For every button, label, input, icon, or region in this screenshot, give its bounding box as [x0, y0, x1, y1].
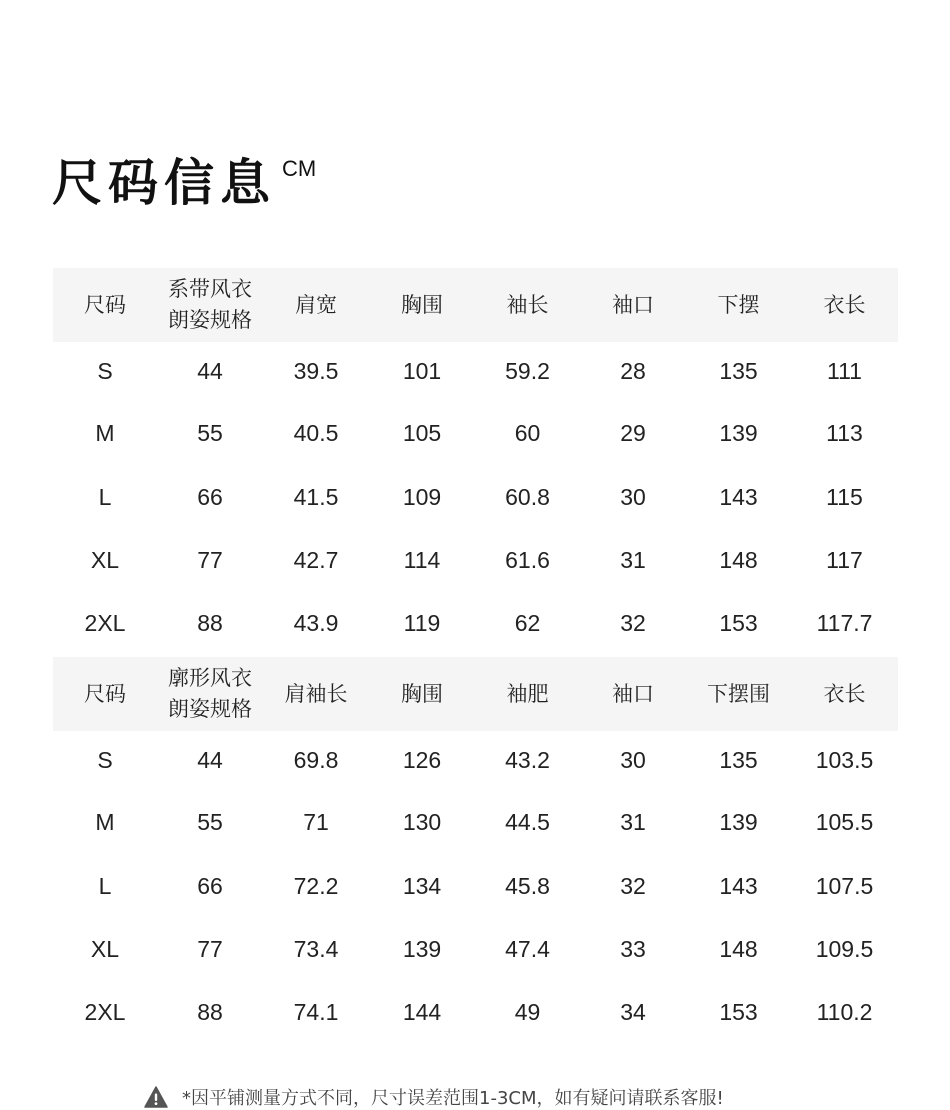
- table-cell: 44.5: [505, 808, 550, 835]
- table-cell: 135: [719, 357, 758, 384]
- table-cell: 43.9: [293, 609, 339, 636]
- table-cell: 115: [826, 483, 863, 510]
- table-cell: 143: [719, 872, 758, 899]
- table-cell: 105: [402, 419, 442, 446]
- table-cell: 32: [620, 872, 646, 899]
- table-cell: XL: [90, 546, 120, 573]
- table-cell: XL: [90, 935, 120, 962]
- table-row: [53, 789, 898, 855]
- table-cell: 69.8: [293, 746, 339, 773]
- table-header-row: [53, 268, 898, 342]
- table-cell: 74.1: [293, 998, 339, 1025]
- table-cell: 32: [620, 609, 646, 636]
- table-cell: 55: [197, 419, 223, 446]
- column-header: 袖口: [580, 657, 686, 731]
- column-header: 袖肥: [475, 657, 580, 731]
- table-cell: 66: [197, 872, 223, 899]
- column-header: 胸围: [369, 657, 475, 731]
- table-cell: 34: [620, 998, 646, 1025]
- table-cell: M: [95, 808, 115, 835]
- table-cell: 43.2: [505, 746, 550, 773]
- table-cell: 71: [303, 808, 329, 835]
- table-cell: M: [95, 419, 115, 446]
- size-table-belted-trench: [53, 268, 898, 654]
- table-cell: 88: [197, 998, 223, 1025]
- table-cell: S: [97, 357, 113, 384]
- table-cell: 101: [402, 357, 442, 384]
- table-cell: 103.5: [815, 746, 874, 773]
- table-cell: 144: [402, 998, 442, 1025]
- table-cell: 33: [620, 935, 646, 962]
- table-cell: 42.7: [293, 546, 339, 573]
- table-cell: 148: [719, 546, 758, 573]
- table-cell: 110.2: [816, 998, 873, 1025]
- table-cell: 72.2: [293, 872, 339, 899]
- table-row: [53, 917, 898, 981]
- table-cell: 2XL: [84, 998, 126, 1025]
- table-cell: 60: [514, 419, 541, 446]
- table-cell: 109: [402, 483, 442, 510]
- table-cell: 31: [620, 546, 646, 573]
- column-header: 胸围: [369, 268, 475, 342]
- table-cell: 119: [403, 609, 441, 636]
- header-line: 系带风衣朗姿规格: [168, 277, 252, 332]
- table-cell: 117.7: [816, 609, 873, 636]
- table-cell: 39.5: [293, 357, 339, 384]
- table-cell: 30: [620, 483, 646, 510]
- table-cell: 40.5: [293, 419, 339, 446]
- table-cell: 114: [403, 546, 441, 573]
- table-cell: 66: [197, 483, 223, 510]
- table-cell: 73.4: [293, 935, 339, 962]
- table-cell: 139: [719, 419, 758, 446]
- table-cell: 47.4: [505, 935, 550, 962]
- table-row: [53, 466, 898, 528]
- table-cell: 135: [719, 746, 758, 773]
- table-cell: 59.2: [505, 357, 550, 384]
- table-cell: 130: [402, 808, 442, 835]
- table-cell: 107.5: [815, 872, 874, 899]
- table-cell: 62: [514, 609, 541, 636]
- table-row: [53, 528, 898, 592]
- table-cell: 28: [620, 357, 646, 384]
- page-header: [52, 150, 316, 216]
- table-cell: 2XL: [84, 609, 126, 636]
- column-header: [157, 268, 263, 342]
- column-header: 衣长: [791, 268, 898, 342]
- column-header: [157, 657, 263, 731]
- table-cell: 45.8: [505, 872, 550, 899]
- column-header: 尺码: [53, 268, 157, 342]
- measurement-note: [144, 1084, 724, 1110]
- table-row: [53, 731, 898, 789]
- table-cell: 111: [827, 357, 862, 384]
- column-header: 衣长: [791, 657, 898, 731]
- table-cell: 29: [620, 419, 646, 446]
- size-table-oversized-trench: [53, 657, 898, 1043]
- column-header: 肩宽: [263, 268, 369, 342]
- table-row: [53, 342, 898, 400]
- table-cell: 60.8: [505, 483, 550, 510]
- table-cell: 30: [620, 746, 646, 773]
- table-cell: L: [98, 483, 112, 510]
- table-cell: 44: [197, 746, 223, 773]
- header-line: 廓形风衣朗姿规格: [168, 666, 252, 721]
- table-row: [53, 592, 898, 654]
- table-cell: 139: [719, 808, 758, 835]
- table-cell: 77: [197, 935, 223, 962]
- table-cell: 77: [197, 546, 223, 573]
- column-header: 袖长: [475, 268, 580, 342]
- table-cell: 153: [719, 609, 758, 636]
- table-cell: 31: [620, 808, 646, 835]
- table-cell: 44: [197, 357, 223, 384]
- table-cell: 41.5: [293, 483, 339, 510]
- page-title: 尺码信息: [52, 154, 276, 212]
- table-cell: 109.5: [815, 935, 874, 962]
- column-header: 袖口: [580, 268, 686, 342]
- table-row: [53, 981, 898, 1043]
- table-cell: 88: [197, 609, 223, 636]
- table-row: [53, 400, 898, 466]
- column-header: 肩袖长: [263, 657, 369, 731]
- warning-icon: [144, 1086, 168, 1108]
- unit-label: CM: [282, 156, 317, 181]
- table-header-row: [53, 657, 898, 731]
- column-header: 下摆: [686, 268, 791, 342]
- table-cell: 153: [719, 998, 758, 1025]
- table-cell: 55: [197, 808, 223, 835]
- table-cell: 61.6: [505, 546, 550, 573]
- table-cell: 148: [719, 935, 758, 962]
- table-cell: 105.5: [815, 808, 874, 835]
- table-cell: 117: [826, 546, 863, 573]
- table-cell: 49: [514, 998, 541, 1025]
- table-cell: S: [97, 746, 113, 773]
- table-row: [53, 855, 898, 917]
- table-cell: 143: [719, 483, 758, 510]
- table-cell: 113: [826, 419, 863, 446]
- column-header: 下摆围: [686, 657, 791, 731]
- note-text: *因平铺测量方式不同，尺寸误差范围1-3CM，如有疑问请联系客服!: [182, 1088, 724, 1109]
- table-cell: L: [98, 872, 112, 899]
- table-cell: 139: [402, 935, 442, 962]
- column-header: 尺码: [53, 657, 157, 731]
- table-cell: 126: [402, 746, 442, 773]
- table-cell: 134: [402, 872, 442, 899]
